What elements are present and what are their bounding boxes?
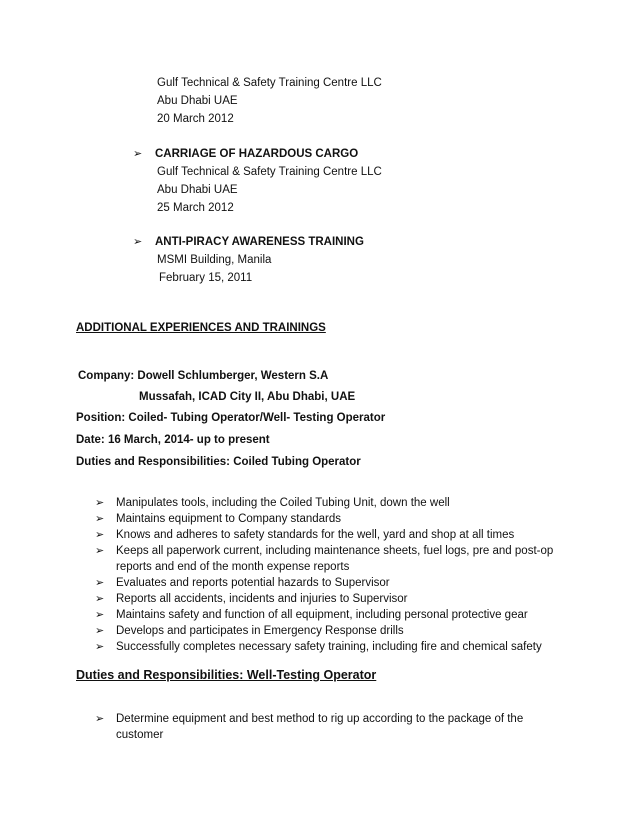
bullet-arrow-icon: ➢	[95, 625, 105, 637]
section-heading: ADDITIONAL EXPERIENCES AND TRAININGS	[76, 322, 326, 334]
bullet-arrow-icon: ➢	[95, 593, 105, 605]
training1-date: 20 March 2012	[157, 113, 234, 125]
duties-heading-well-testing: Duties and Responsibilities: Well-Testing Operator	[76, 668, 377, 682]
bullet-arrow-icon: ➢	[95, 713, 105, 725]
job-position: Position: Coiled- Tubing Operator/Well- Testing Operator	[76, 412, 386, 424]
job-date: Date: 16 March, 2014- up to present	[76, 434, 270, 446]
training3-title: ANTI-PIRACY AWARENESS TRAINING	[155, 236, 364, 248]
bullet-arrow-icon: ➢	[95, 609, 105, 621]
training3-title-row	[133, 233, 364, 251]
bullet-arrow-icon: ➢	[133, 236, 143, 248]
duties-heading-coiled: Duties and Responsibilities: Coiled Tubing Operator	[76, 456, 361, 468]
training3-org: MSMI Building, Manila	[157, 254, 272, 266]
bullet-arrow-icon: ➢	[133, 148, 143, 160]
training2-date: 25 March 2012	[157, 202, 234, 214]
job-address: Mussafah, ICAD City II, Abu Dhabi, UAE	[139, 391, 356, 403]
bullet-arrow-icon: ➢	[95, 577, 105, 589]
bullet-arrow-icon: ➢	[95, 641, 105, 653]
bullet-arrow-icon: ➢	[95, 545, 105, 557]
bullet-arrow-icon: ➢	[95, 497, 105, 509]
bullet-arrow-icon: ➢	[95, 529, 105, 541]
document-page: Gulf Technical & Safety Training Centre LLC Abu Dhabi UAE 20 March 2012 ➢ CARRIAGE OF HAZARDOUS CARGO Gulf Technical & Safety Training Centre LLC Abu Dhabi UAE 25 March 2012 ➢ ANTI-PIRACY AWARENESS TRAINING MSMI Building, Manila February 15, 2011 ADDITIONAL EXPERIENCES AND TRAININGS Company: Dowell Schlumberger, Western S.A Mussafah, ICAD City II, Abu Dhabi, UAE Position: Coiled- Tubing Operator/Well- Testing Operator Date: 16 March, 2014- up to present Duties and Responsibilities: Coiled Tubing Operator ➢ Manipulates tools, including the Coiled Tubing Unit, down the well ➢ Maintains equipment to Company standards ➢ Knows and adheres to safety standards for the well, yard and shop at all times ➢ Keeps all paperwork current, including maintenance sheets, fuel logs, pre and post-op reports and end of the month expense reports ➢ Evaluates and reports potential hazards to Supervisor ➢ Reports all accidents, incidents and injuries to Supervisor ➢ Maintains safety and function of all equipment, including personal protective gear ➢ Develops and participates in Emergency Response drills ➢ Successfully completes necessary safety training, including fire and chemical safety Duties and Responsibilities: Well-Testing Operator ➢ Determine equipment and best method to rig up according to the package of the customer	[0, 0, 638, 826]
training2-title: CARRIAGE OF HAZARDOUS CARGO	[155, 148, 359, 160]
training2-location: Abu Dhabi UAE	[157, 184, 238, 196]
job-company: Company: Dowell Schlumberger, Western S.A	[78, 370, 329, 382]
training1-org: Gulf Technical & Safety Training Centre LLC	[157, 77, 382, 89]
training2-org: Gulf Technical & Safety Training Centre LLC	[157, 166, 382, 178]
bullet-arrow-icon: ➢	[95, 513, 105, 525]
training1-location: Abu Dhabi UAE	[157, 95, 238, 107]
training2-title-row	[133, 145, 358, 163]
training3-date: February 15, 2011	[159, 272, 253, 284]
